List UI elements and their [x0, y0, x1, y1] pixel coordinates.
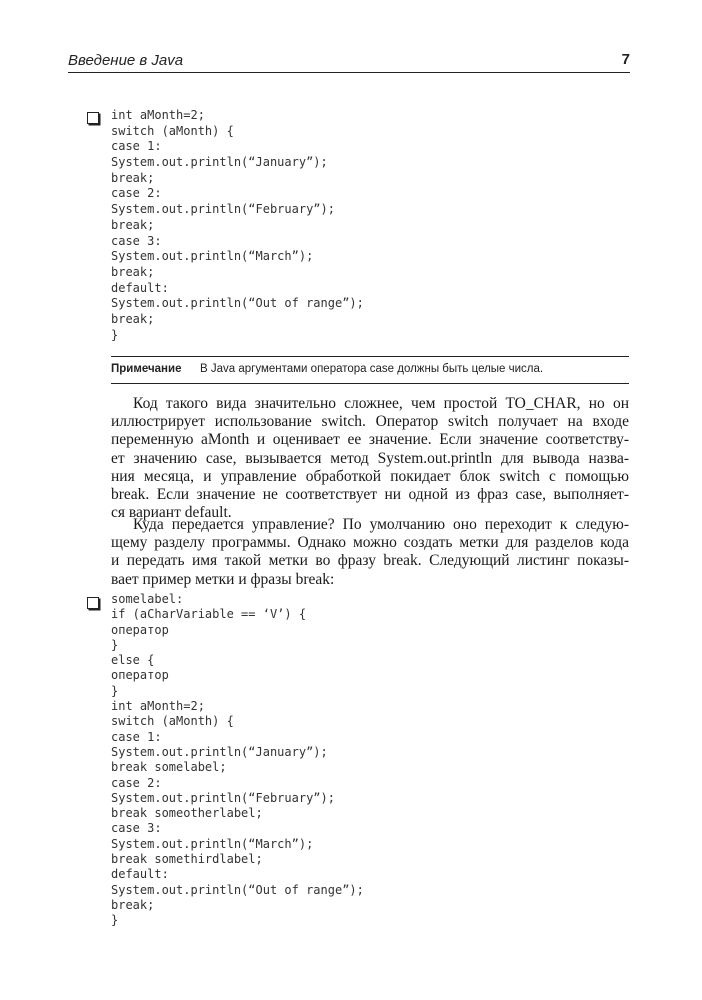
code-line: int aMonth=2;: [111, 699, 205, 714]
running-header: [68, 50, 630, 73]
note-box: [111, 356, 629, 384]
code-line: else {: [111, 653, 155, 668]
paragraph-1: [111, 395, 629, 522]
text-line: вает пример метки и фразы break:: [111, 570, 335, 588]
code-line: System.out.println(“March”);: [111, 249, 314, 264]
code-line: System.out.println(“March”);: [111, 836, 314, 851]
listing-marker-icon: [87, 112, 99, 124]
text-line: ет значению case, вызывается метод System.out.println для вывода назва-: [111, 449, 629, 467]
code-line: break someotherlabel;: [111, 806, 263, 821]
code-line: case 2:: [111, 186, 162, 201]
code-line: System.out.println(“January”);: [111, 155, 328, 170]
code-line: somelabel:: [111, 592, 184, 606]
code-line: System.out.println(“February”);: [111, 790, 335, 805]
code-line: case 3:: [111, 233, 162, 248]
code-line: switch (aMonth) {: [111, 123, 234, 138]
page-number: 7: [621, 51, 630, 68]
code-listing-1: [111, 108, 364, 343]
code-line: int aMonth=2;: [111, 108, 205, 122]
code-line: }: [111, 683, 119, 698]
code-line: break;: [111, 311, 155, 326]
code-line: if (aCharVariable == ‘V’) {: [111, 607, 307, 622]
code-line: case 2:: [111, 775, 162, 790]
text-line: ния месяца, и управление обработкой покидает блок switch с помощью: [111, 467, 629, 485]
text-line: Код такого вида значительно сложнее, чем простой TO_CHAR, но он: [133, 395, 629, 412]
code-line: System.out.println(“Out of range”);: [111, 882, 364, 897]
code-line: System.out.println(“February”);: [111, 202, 335, 217]
text-line: ся вариант default.: [111, 504, 232, 522]
text-line: иллюстрирует использование switch. Оператор switch получает на входе: [111, 413, 629, 431]
code-line: default:: [111, 867, 169, 882]
code-line: оператор: [111, 668, 169, 683]
text-line: и передать имя такой метки во фразу break. Следующий листинг показы-: [111, 552, 629, 570]
listing-marker-icon: [87, 597, 99, 609]
code-line: break;: [111, 264, 155, 279]
code-line: System.out.println(“January”);: [111, 744, 328, 759]
text-line: переменную aMonth и оценивает ее значение. Если значение соответству-: [111, 431, 629, 449]
note-label: Примечание: [111, 363, 182, 375]
code-listing-2: [111, 592, 364, 929]
code-line: break somethirdlabel;: [111, 852, 263, 867]
code-line: break;: [111, 897, 155, 912]
code-line: }: [111, 913, 119, 928]
header-title: Введение в Java: [68, 52, 184, 69]
code-line: оператор: [111, 622, 169, 637]
text-line: Куда передается управление? По умолчанию оно переходит к следую-: [133, 516, 629, 533]
code-line: default:: [111, 280, 169, 295]
code-line: switch (aMonth) {: [111, 714, 234, 729]
code-line: }: [111, 637, 119, 652]
code-line: break;: [111, 217, 155, 232]
code-line: case 1:: [111, 729, 162, 744]
code-line: System.out.println(“Out of range”);: [111, 296, 364, 311]
code-line: case 1:: [111, 139, 162, 154]
text-line: break. Если значение не соответствует ни одной из фраз case, выполняет-: [111, 485, 629, 503]
paragraph-2: [111, 516, 629, 589]
code-line: case 3:: [111, 821, 162, 836]
code-line: }: [111, 327, 119, 342]
note-text: В Java аргументами оператора case должны быть целые числа.: [200, 363, 544, 375]
code-line: break somelabel;: [111, 760, 227, 775]
code-line: break;: [111, 170, 155, 185]
text-line: щему разделу программы. Однако можно создать метки для разделов кода: [111, 534, 629, 552]
